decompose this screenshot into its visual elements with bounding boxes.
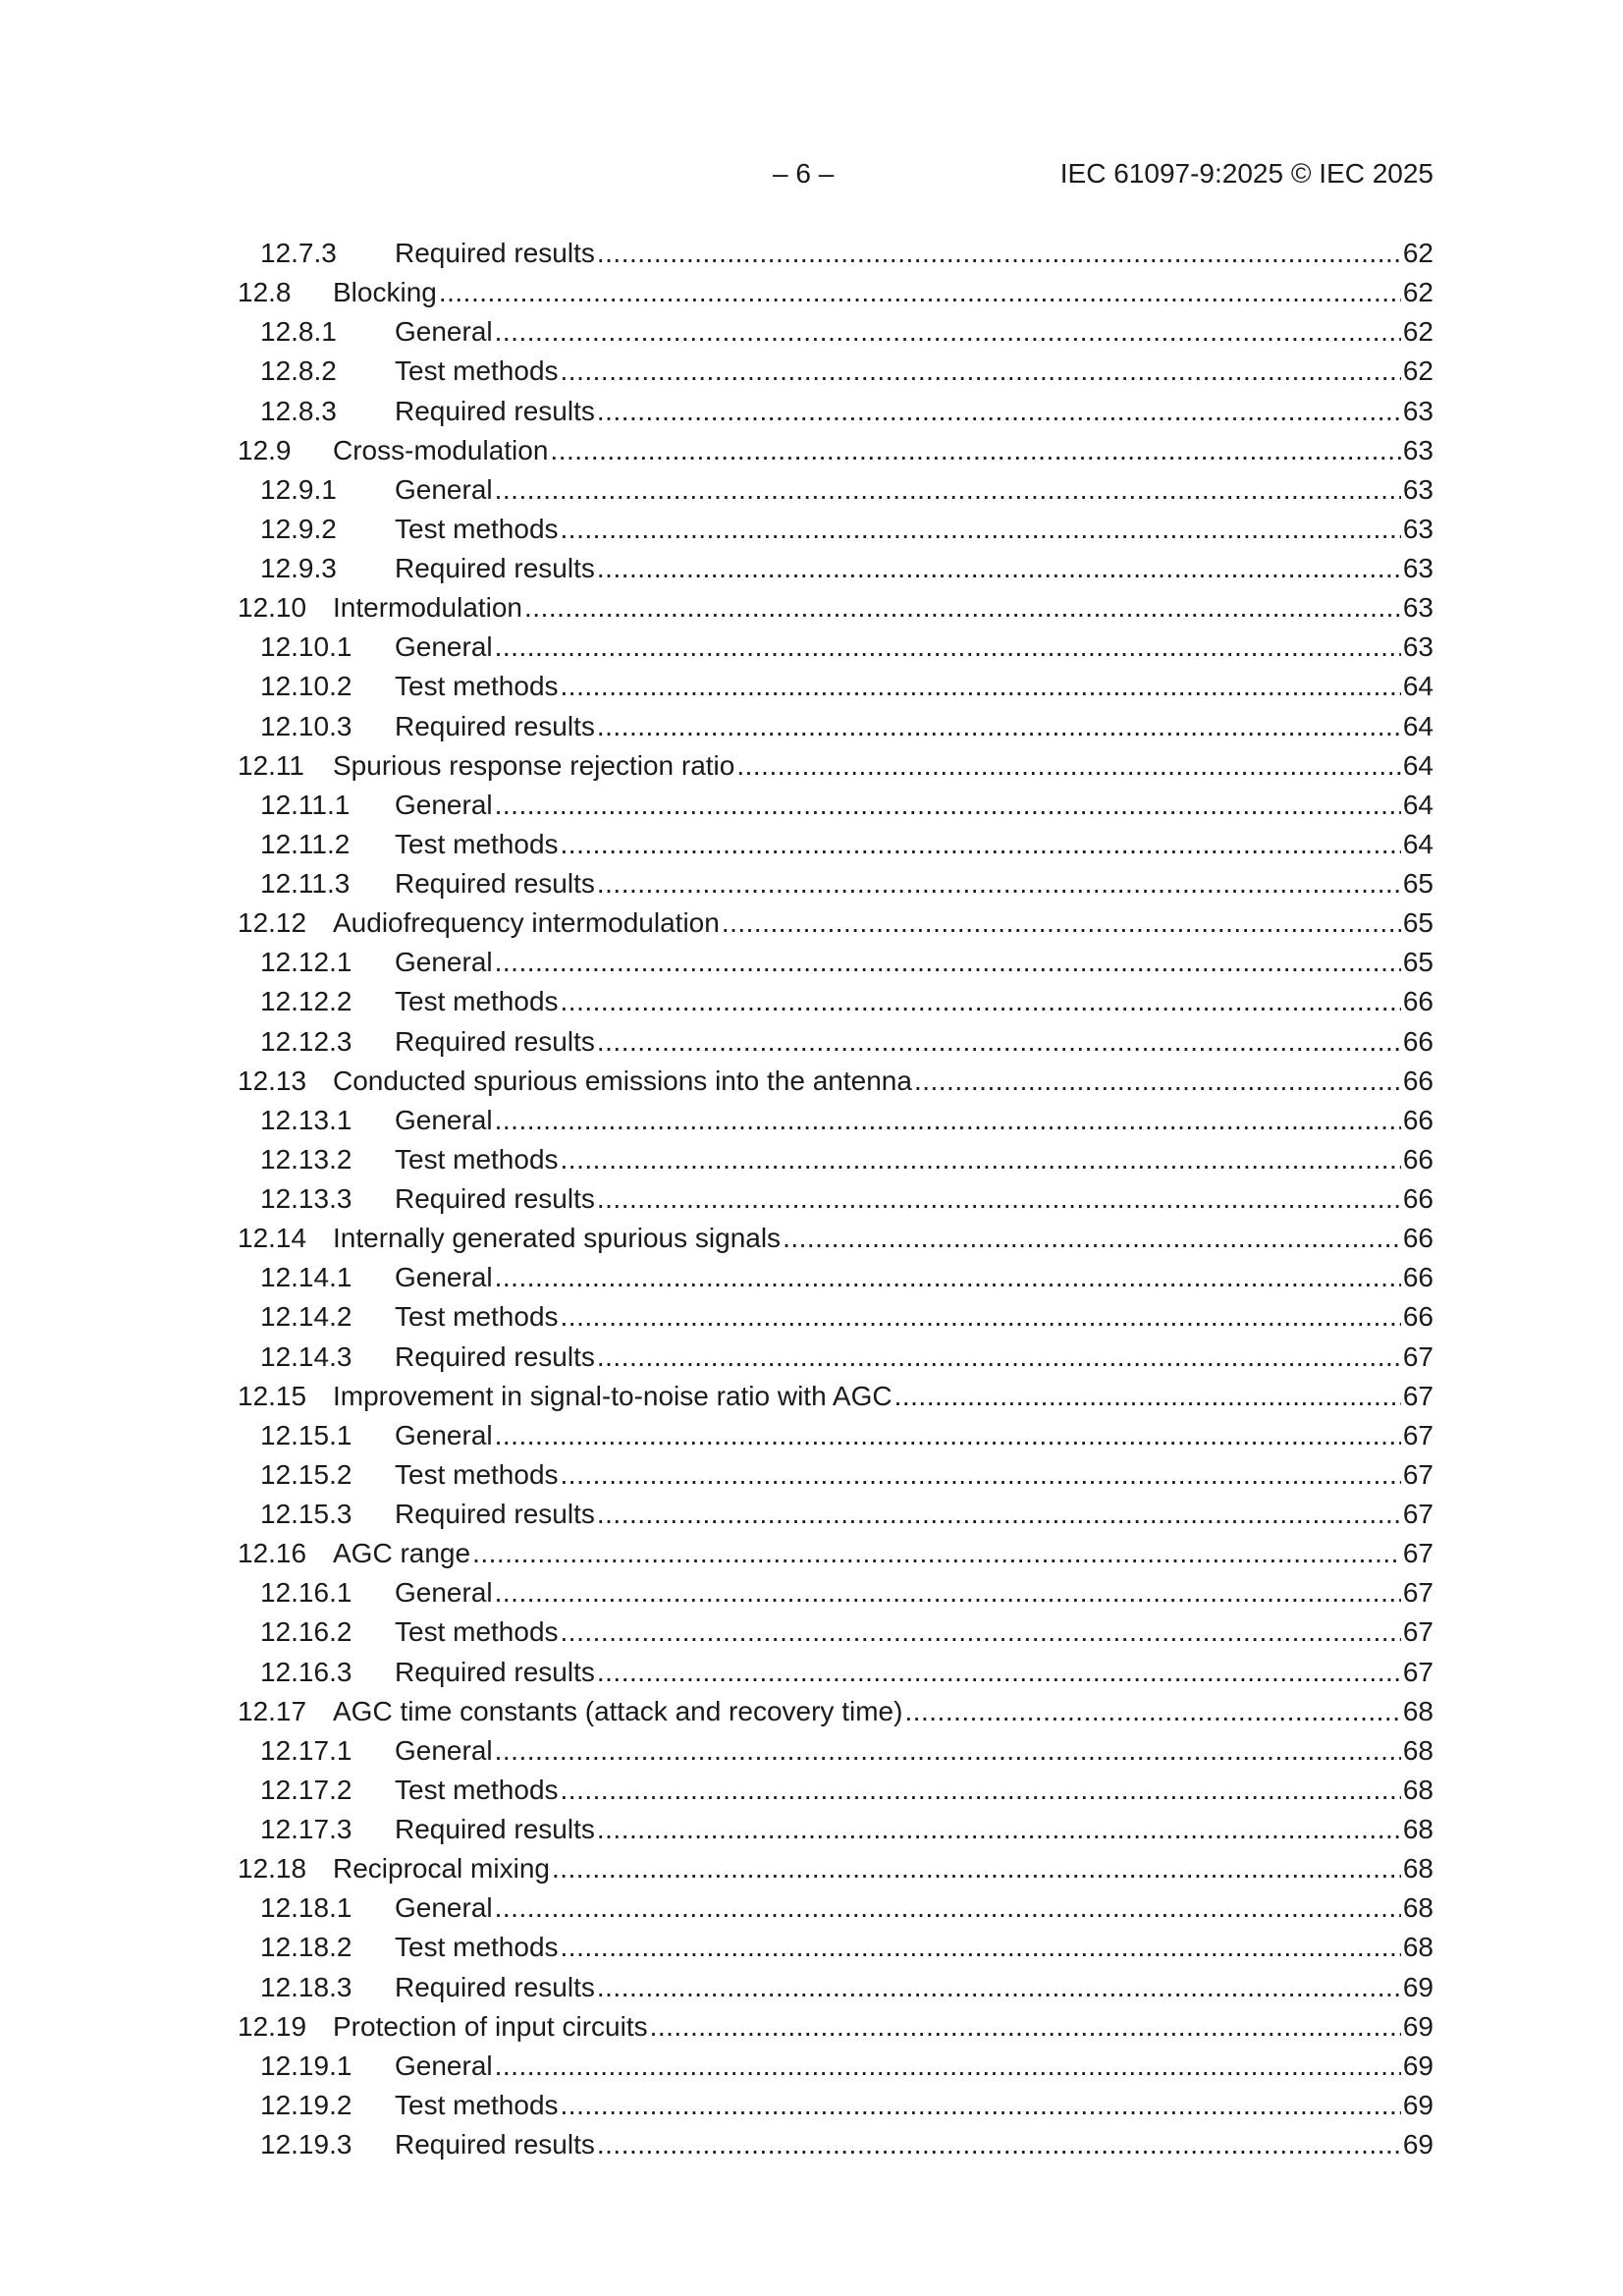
toc-subsection-entry[interactable]: [238, 943, 1434, 982]
toc-subsection-entry[interactable]: [238, 864, 1434, 903]
toc-entry-number: 12.15: [238, 1380, 307, 1411]
toc-dot-leader: [650, 2007, 1401, 2047]
toc-entry-page: 67: [1402, 1577, 1434, 1609]
toc-entry-number: 12.8.1: [260, 316, 337, 348]
toc-entry-title: Required results: [395, 1183, 595, 1214]
toc-entry-title: Required results: [395, 553, 595, 583]
toc-entry-title: General: [395, 1734, 493, 1766]
toc-dot-leader: [561, 982, 1401, 1021]
toc-dot-leader: [597, 864, 1401, 903]
toc-dot-leader: [495, 2047, 1401, 2086]
toc-dot-leader: [894, 1377, 1401, 1416]
toc-entry-page: 67: [1402, 1458, 1434, 1490]
toc-entry-title: Test methods: [395, 1301, 559, 1333]
toc-entry-number: 12.17.1: [260, 1734, 352, 1766]
toc-section-entry[interactable]: [238, 588, 1434, 628]
toc-entry-number: 12.10: [238, 592, 307, 624]
toc-entry-number: 12.12.3: [260, 1025, 352, 1057]
toc-dot-leader: [495, 1101, 1401, 1140]
toc-entry-page: 64: [1402, 710, 1434, 741]
toc-subsection-entry[interactable]: [238, 667, 1434, 706]
toc-entry-title: Test methods: [395, 1616, 559, 1648]
toc-subsection-entry[interactable]: [238, 2125, 1434, 2164]
toc-entry-number: 12.14.1: [260, 1262, 352, 1293]
toc-subsection-entry[interactable]: [238, 707, 1434, 746]
toc-dot-leader: [722, 903, 1401, 943]
toc-subsection-entry[interactable]: [238, 234, 1434, 273]
toc-entry-title: Test methods: [395, 1458, 559, 1490]
toc-entry-title: Improvement in signal-to-noise ratio with AGC: [333, 1380, 893, 1411]
toc-entry-number: 12.16.1: [260, 1577, 352, 1609]
toc-entry-page: 63: [1402, 513, 1434, 544]
toc-entry-page: 69: [1402, 2089, 1434, 2120]
toc-dot-leader: [561, 1297, 1401, 1337]
toc-entry-title: Conducted spurious emissions into the antenna: [333, 1065, 912, 1096]
toc-entry-page: 67: [1402, 1538, 1434, 1569]
toc-dot-leader: [597, 549, 1401, 588]
toc-dot-leader: [597, 707, 1401, 746]
toc-dot-leader: [597, 1653, 1401, 1692]
toc-dot-leader: [561, 510, 1401, 549]
toc-entry-title: Intermodulation: [333, 592, 523, 624]
toc-section-entry[interactable]: [238, 2007, 1434, 2047]
toc-section-entry[interactable]: [238, 1849, 1434, 1888]
toc-subsection-entry[interactable]: [238, 1573, 1434, 1613]
toc-entry-page: 65: [1402, 947, 1434, 978]
toc-entry-number: 12.10.2: [260, 671, 352, 702]
toc-entry-title: Test methods: [395, 1932, 559, 1963]
toc-entry-number: 12.19.1: [260, 2050, 352, 2081]
toc-entry-number: 12.19: [238, 2010, 307, 2042]
toc-entry-title: General: [395, 1262, 493, 1293]
toc-entry-number: 12.13.1: [260, 1104, 352, 1135]
toc-entry-number: 12.13.3: [260, 1183, 352, 1214]
toc-entry-number: 12.17.2: [260, 1774, 352, 1805]
toc-entry-page: 66: [1402, 1301, 1434, 1333]
toc-subsection-entry[interactable]: [238, 2086, 1434, 2125]
toc-entry-title: Test methods: [395, 355, 559, 387]
toc-entry-number: 12.7.3: [260, 238, 337, 268]
toc-dot-leader: [561, 825, 1401, 864]
toc-entry-page: 69: [1402, 2129, 1434, 2159]
toc-subsection-entry[interactable]: [238, 1455, 1434, 1495]
toc-entry-page: 62: [1402, 355, 1434, 387]
toc-entry-title: General: [395, 789, 493, 820]
toc-dot-leader: [495, 786, 1401, 825]
toc-entry-title: AGC time constants (attack and recovery time): [333, 1695, 903, 1726]
toc-dot-leader: [552, 1849, 1401, 1888]
toc-entry-number: 12.17.3: [260, 1814, 352, 1844]
toc-entry-number: 12.12.1: [260, 947, 352, 978]
toc-dot-leader: [561, 1928, 1401, 1967]
toc-section-entry[interactable]: [238, 431, 1434, 470]
toc-entry-title: Required results: [395, 395, 595, 426]
toc-subsection-entry[interactable]: [238, 1928, 1434, 1967]
toc-dot-leader: [597, 1495, 1401, 1534]
toc-subsection-entry[interactable]: [238, 2047, 1434, 2086]
toc-subsection-entry[interactable]: [238, 982, 1434, 1021]
toc-dot-leader: [914, 1062, 1401, 1101]
toc-entry-title: General: [395, 2050, 493, 2081]
toc-entry-title: Required results: [395, 1814, 595, 1844]
toc-entry-title: General: [395, 631, 493, 663]
toc-dot-leader: [597, 234, 1401, 273]
toc-entry-title: Cross-modulation: [333, 434, 549, 465]
toc-entry-page: 67: [1402, 1616, 1434, 1648]
toc-subsection-entry[interactable]: [238, 1416, 1434, 1455]
toc-section-entry[interactable]: [238, 1534, 1434, 1573]
toc-entry-title: Test methods: [395, 513, 559, 544]
toc-dot-leader: [597, 2125, 1401, 2164]
toc-entry-title: Test methods: [395, 1143, 559, 1175]
toc-entry-title: General: [395, 473, 493, 505]
toc-entry-page: 63: [1402, 553, 1434, 583]
toc-entry-title: Required results: [395, 1971, 595, 2002]
toc-section-entry[interactable]: [238, 1219, 1434, 1258]
toc-entry-page: 66: [1402, 1143, 1434, 1175]
toc-entry-page: 64: [1402, 749, 1434, 781]
toc-entry-number: 12.12.2: [260, 986, 352, 1017]
toc-dot-leader: [597, 1179, 1401, 1219]
toc-subsection-entry[interactable]: [238, 392, 1434, 431]
toc-entry-number: 12.18: [238, 1853, 307, 1885]
toc-entry-title: Reciprocal mixing: [333, 1853, 550, 1885]
toc-section-entry[interactable]: [238, 1377, 1434, 1416]
toc-entry-title: Test methods: [395, 986, 559, 1017]
toc-subsection-entry[interactable]: [238, 628, 1434, 667]
toc-entry-number: 12.11.1: [260, 789, 351, 820]
toc-entry-number: 12.13: [238, 1065, 307, 1096]
toc-entry-page: 67: [1402, 1340, 1434, 1372]
toc-dot-leader: [472, 1534, 1401, 1573]
toc-entry-title: Required results: [395, 710, 595, 741]
toc-entry-title: Test methods: [395, 2089, 559, 2120]
toc-entry-page: 64: [1402, 789, 1434, 820]
table-of-contents: [238, 234, 1434, 2164]
toc-entry-title: Required results: [395, 238, 595, 268]
toc-subsection-entry[interactable]: [238, 825, 1434, 864]
toc-entry-page: 68: [1402, 1853, 1434, 1885]
toc-entry-page: 67: [1402, 1380, 1434, 1411]
toc-dot-leader: [561, 352, 1401, 391]
toc-section-entry[interactable]: [238, 273, 1434, 312]
toc-entry-page: 63: [1402, 592, 1434, 624]
toc-dot-leader: [561, 1771, 1401, 1810]
toc-entry-number: 12.9.2: [260, 513, 337, 544]
toc-dot-leader: [736, 746, 1401, 786]
toc-entry-title: General: [395, 947, 493, 978]
toc-subsection-entry[interactable]: [238, 1338, 1434, 1377]
toc-entry-title: Required results: [395, 1656, 595, 1687]
toc-entry-title: Test methods: [395, 671, 559, 702]
toc-entry-page: 66: [1402, 1183, 1434, 1214]
toc-subsection-entry[interactable]: [238, 1101, 1434, 1140]
toc-entry-number: 12.9.3: [260, 553, 337, 583]
toc-entry-page: 63: [1402, 434, 1434, 465]
toc-section-entry[interactable]: [238, 1692, 1434, 1731]
toc-dot-leader: [561, 667, 1401, 706]
toc-dot-leader: [561, 1613, 1401, 1652]
toc-entry-page: 69: [1402, 2010, 1434, 2042]
toc-entry-title: General: [395, 1577, 493, 1609]
toc-subsection-entry[interactable]: [238, 1888, 1434, 1928]
toc-dot-leader: [495, 1573, 1401, 1613]
toc-entry-page: 62: [1402, 238, 1434, 268]
toc-entry-number: 12.16.2: [260, 1616, 352, 1648]
toc-subsection-entry[interactable]: [238, 1810, 1434, 1849]
toc-entry-title: Blocking: [333, 277, 437, 308]
toc-entry-number: 12.19.2: [260, 2089, 352, 2120]
toc-section-entry[interactable]: [238, 903, 1434, 943]
toc-subsection-entry[interactable]: [238, 549, 1434, 588]
toc-subsection-entry[interactable]: [238, 786, 1434, 825]
toc-entry-number: 12.14: [238, 1223, 307, 1254]
toc-dot-leader: [561, 1455, 1401, 1495]
toc-dot-leader: [495, 943, 1401, 982]
toc-entry-number: 12.11.3: [260, 868, 351, 899]
toc-section-entry[interactable]: [238, 746, 1434, 786]
toc-entry-title: Required results: [395, 1499, 595, 1529]
toc-entry-title: Audiofrequency intermodulation: [333, 907, 720, 939]
toc-entry-number: 12.8.2: [260, 355, 337, 387]
toc-entry-page: 68: [1402, 1932, 1434, 1963]
toc-entry-number: 12.9.1: [260, 473, 337, 505]
page-number: – 6 –: [773, 158, 835, 189]
toc-entry-page: 66: [1402, 1065, 1434, 1096]
toc-entry-title: Internally generated spurious signals: [333, 1223, 782, 1254]
toc-entry-page: 68: [1402, 1892, 1434, 1924]
toc-entry-page: 68: [1402, 1814, 1434, 1844]
toc-subsection-entry[interactable]: [238, 1771, 1434, 1810]
toc-entry-number: 12.18.3: [260, 1971, 352, 2002]
toc-dot-leader: [495, 1731, 1401, 1771]
toc-entry-page: 63: [1402, 631, 1434, 663]
toc-entry-page: 67: [1402, 1656, 1434, 1687]
toc-entry-number: 12.14.2: [260, 1301, 352, 1333]
toc-entry-title: Protection of input circuits: [333, 2010, 648, 2042]
toc-entry-page: 64: [1402, 828, 1434, 859]
toc-entry-number: 12.15.3: [260, 1499, 352, 1529]
toc-entry-page: 67: [1402, 1499, 1434, 1529]
toc-subsection-entry[interactable]: [238, 470, 1434, 510]
toc-dot-leader: [597, 1810, 1401, 1849]
toc-subsection-entry[interactable]: [238, 1613, 1434, 1652]
toc-subsection-entry[interactable]: [238, 1297, 1434, 1337]
toc-subsection-entry[interactable]: [238, 312, 1434, 352]
toc-entry-number: 12.18.2: [260, 1932, 352, 1963]
toc-entry-number: 12.10.3: [260, 710, 352, 741]
toc-entry-number: 12.10.1: [260, 631, 352, 663]
toc-entry-title: General: [395, 316, 493, 348]
toc-entry-title: Test methods: [395, 1774, 559, 1805]
toc-entry-page: 62: [1402, 316, 1434, 348]
toc-entry-page: 66: [1402, 1223, 1434, 1254]
toc-dot-leader: [495, 312, 1401, 352]
toc-entry-title: Required results: [395, 2129, 595, 2159]
toc-dot-leader: [597, 392, 1401, 431]
page-header: [238, 158, 1434, 197]
toc-dot-leader: [783, 1219, 1401, 1258]
toc-subsection-entry[interactable]: [238, 1653, 1434, 1692]
toc-entry-number: 12.16.3: [260, 1656, 352, 1687]
toc-entry-number: 12.18.1: [260, 1892, 352, 1924]
toc-subsection-entry[interactable]: [238, 1731, 1434, 1771]
toc-entry-number: 12.17: [238, 1695, 307, 1726]
toc-entry-page: 65: [1402, 907, 1434, 939]
toc-dot-leader: [904, 1692, 1400, 1731]
toc-subsection-entry[interactable]: [238, 1179, 1434, 1219]
toc-dot-leader: [495, 470, 1401, 510]
toc-entry-page: 67: [1402, 1419, 1434, 1450]
toc-entry-title: Required results: [395, 1025, 595, 1057]
toc-dot-leader: [495, 1416, 1401, 1455]
toc-entry-page: 66: [1402, 986, 1434, 1017]
toc-entry-title: Spurious response rejection ratio: [333, 749, 735, 781]
toc-entry-number: 12.15.2: [260, 1458, 352, 1490]
toc-entry-title: General: [395, 1104, 493, 1135]
toc-entry-title: General: [395, 1419, 493, 1450]
toc-entry-number: 12.15.1: [260, 1419, 352, 1450]
toc-dot-leader: [561, 2086, 1401, 2125]
toc-dot-leader: [597, 1968, 1401, 2007]
toc-dot-leader: [495, 1888, 1401, 1928]
toc-entry-number: 12.9: [238, 434, 292, 465]
toc-entry-page: 68: [1402, 1734, 1434, 1766]
toc-subsection-entry[interactable]: [238, 510, 1434, 549]
toc-entry-number: 12.13.2: [260, 1143, 352, 1175]
toc-entry-page: 69: [1402, 1971, 1434, 2002]
toc-entry-number: 12.14.3: [260, 1340, 352, 1372]
standard-reference: IEC 61097-9:2025 © IEC 2025: [1059, 158, 1434, 189]
toc-subsection-entry[interactable]: [238, 1495, 1434, 1534]
toc-entry-number: 12.8.3: [260, 395, 337, 426]
toc-entry-title: Required results: [395, 868, 595, 899]
toc-entry-page: 62: [1402, 277, 1434, 308]
toc-subsection-entry[interactable]: [238, 1140, 1434, 1179]
toc-entry-page: 66: [1402, 1104, 1434, 1135]
toc-entry-page: 66: [1402, 1025, 1434, 1057]
toc-entry-page: 63: [1402, 473, 1434, 505]
toc-subsection-entry[interactable]: [238, 1968, 1434, 2007]
toc-entry-title: AGC range: [333, 1538, 471, 1569]
toc-entry-page: 69: [1402, 2050, 1434, 2081]
toc-section-entry[interactable]: [238, 1062, 1434, 1101]
toc-entry-number: 12.8: [238, 277, 292, 308]
toc-entry-page: 68: [1402, 1695, 1434, 1726]
toc-entry-page: 66: [1402, 1262, 1434, 1293]
toc-dot-leader: [439, 273, 1401, 312]
toc-entry-title: Required results: [395, 1340, 595, 1372]
toc-subsection-entry[interactable]: [238, 1258, 1434, 1297]
toc-dot-leader: [597, 1338, 1401, 1377]
toc-subsection-entry[interactable]: [238, 352, 1434, 391]
toc-subsection-entry[interactable]: [238, 1022, 1434, 1062]
toc-dot-leader: [561, 1140, 1401, 1179]
toc-dot-leader: [550, 431, 1400, 470]
toc-dot-leader: [524, 588, 1401, 628]
toc-dot-leader: [495, 1258, 1401, 1297]
toc-entry-page: 68: [1402, 1774, 1434, 1805]
toc-entry-page: 65: [1402, 868, 1434, 899]
toc-entry-title: Test methods: [395, 828, 559, 859]
toc-entry-number: 12.12: [238, 907, 307, 939]
toc-dot-leader: [597, 1022, 1401, 1062]
toc-entry-title: General: [395, 1892, 493, 1924]
toc-entry-number: 12.11.2: [260, 828, 351, 859]
toc-entry-number: 12.16: [238, 1538, 307, 1569]
toc-entry-number: 12.19.3: [260, 2129, 352, 2159]
toc-entry-page: 63: [1402, 395, 1434, 426]
toc-entry-page: 64: [1402, 671, 1434, 702]
toc-dot-leader: [495, 628, 1401, 667]
toc-entry-number: 12.11: [238, 749, 304, 781]
